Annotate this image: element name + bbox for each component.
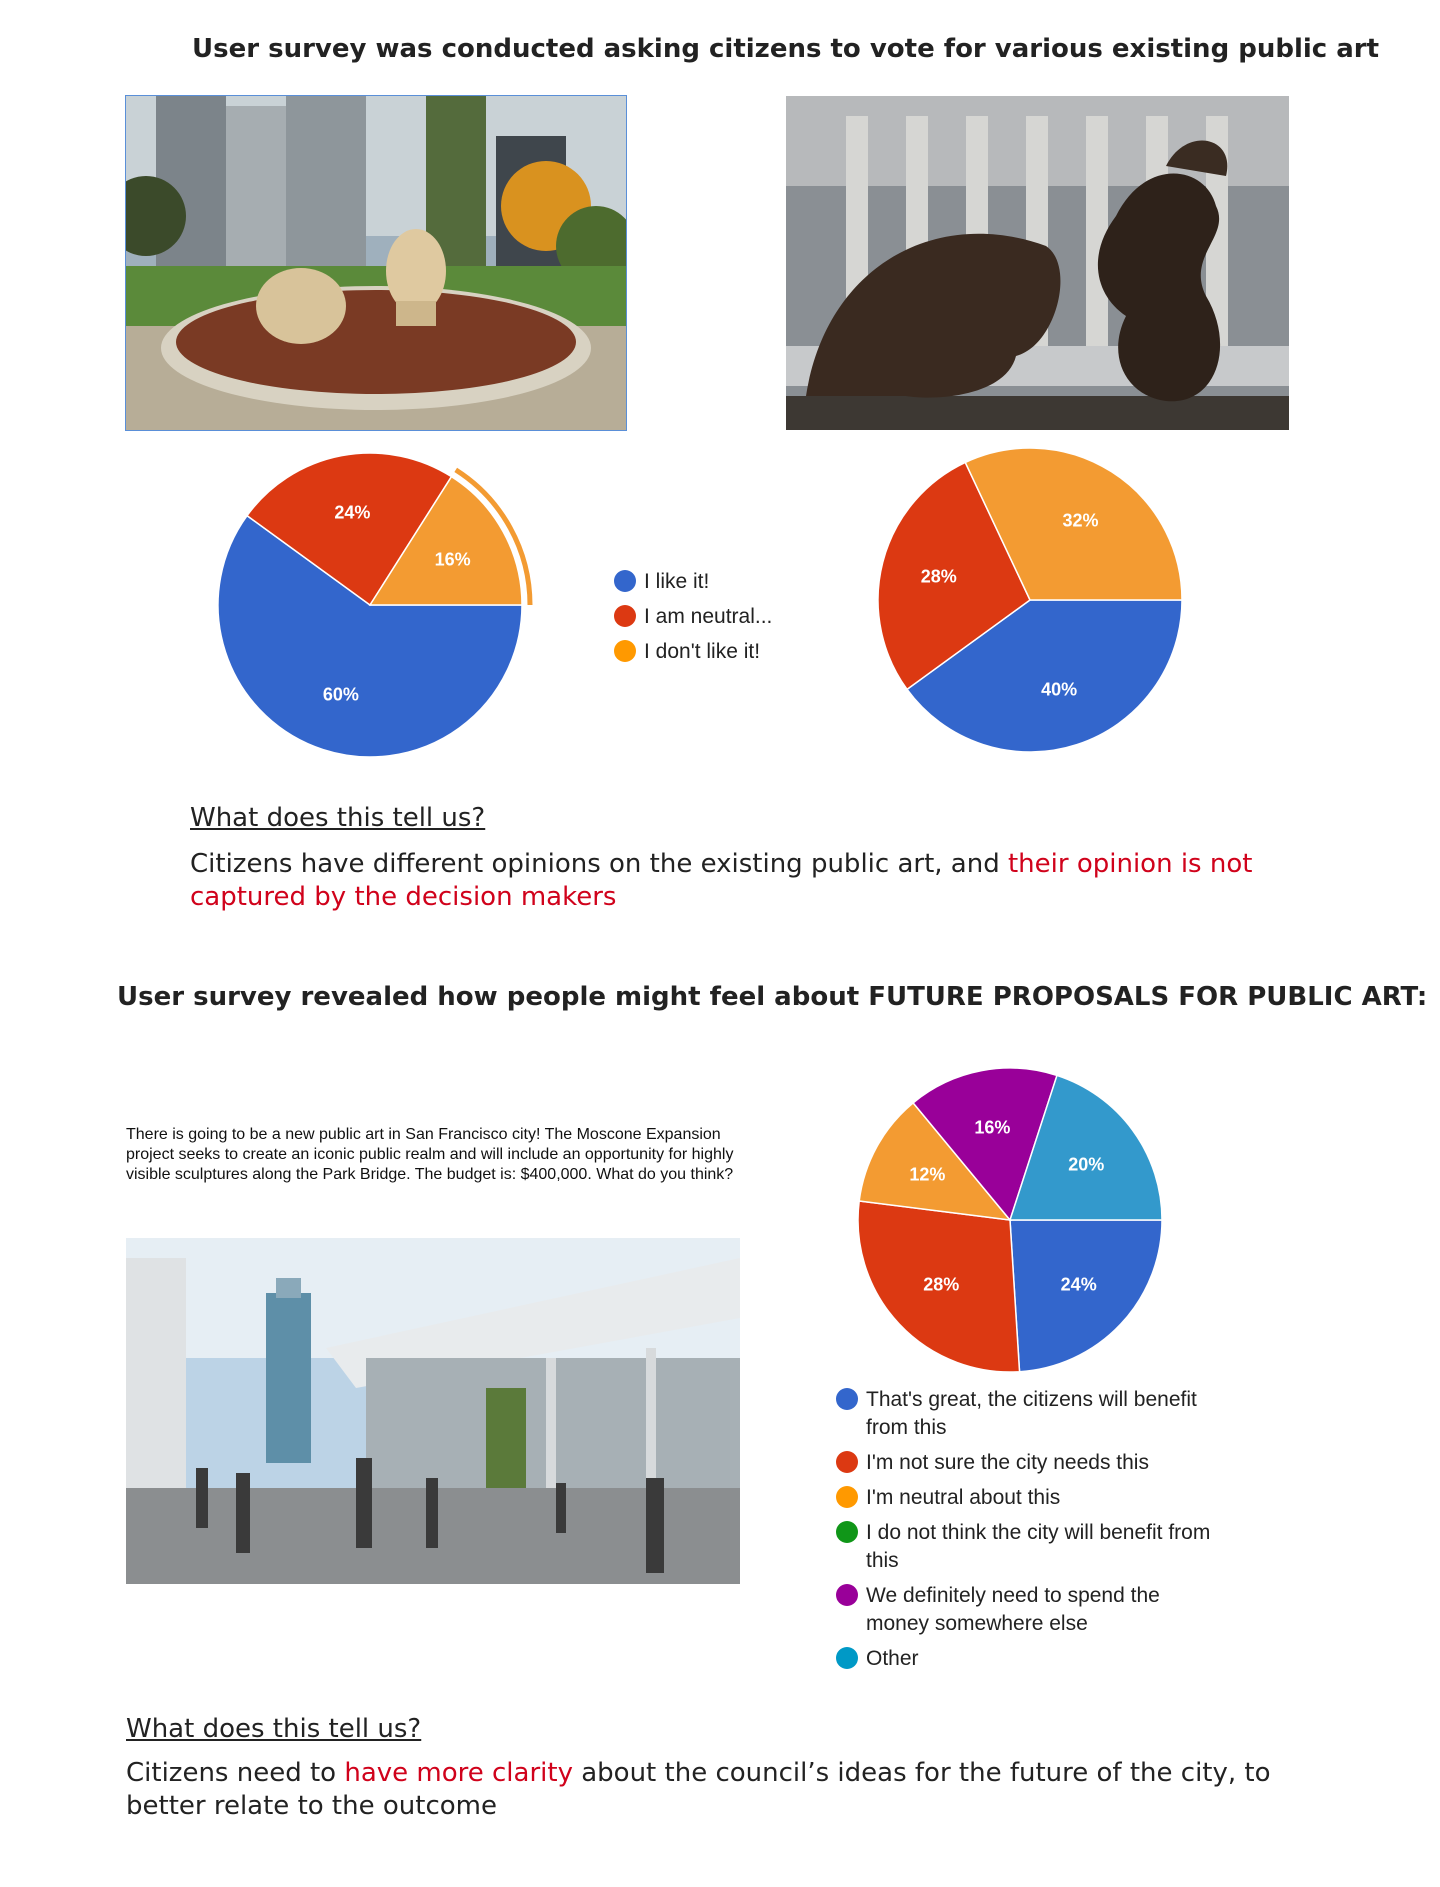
legend-label: We definitely need to spend the money somewhere else <box>866 1584 1160 1635</box>
legend-swatch <box>614 570 636 592</box>
sculpture-heads-photo <box>126 96 626 430</box>
legend-label: I am neutral... <box>644 605 773 628</box>
legend-label: I'm not sure the city needs this <box>866 1451 1149 1474</box>
pie-slice <box>1010 1220 1162 1372</box>
finding2-text-highlight: have more clarity <box>344 1758 573 1788</box>
legend-swatch <box>836 1486 858 1508</box>
legend-item <box>614 638 772 666</box>
legend-item <box>836 1386 1226 1442</box>
finding1-title: What does this tell us? <box>190 803 486 833</box>
finding2-title: What does this tell us? <box>126 1714 422 1744</box>
survey-question: There is going to be a new public art in San Francisco city! The Moscone Expansion project seeks to create an iconic public realm and will include an opportunity for highly visible sculptures along the Park Bridge. The budget is: $400,000. What do you think? <box>126 1126 734 1183</box>
pie-data-label: 28% <box>923 1274 960 1295</box>
legend-swatch <box>836 1521 858 1543</box>
legend-label: Other <box>866 1647 919 1670</box>
pie-data-label: 32% <box>1062 510 1099 531</box>
pie-chart-existing-art-2 <box>860 435 1200 765</box>
section2-heading: User survey revealed how people might feel about FUTURE PROPOSALS FOR PUBLIC ART: <box>117 982 1428 1012</box>
finding1-text <box>190 848 1280 914</box>
pie-data-label: 40% <box>1041 679 1078 700</box>
legend-item <box>836 1519 1226 1575</box>
pie-data-label: 20% <box>1068 1154 1105 1175</box>
pie-data-label: 28% <box>920 566 957 587</box>
pie-chart-future-proposals <box>840 1055 1180 1385</box>
pie-data-label: 24% <box>334 502 371 523</box>
finding2-text-plain-a: Citizens need to <box>126 1758 345 1788</box>
legend-label: I don't like it! <box>644 640 761 663</box>
legend-item <box>614 603 772 631</box>
pie-data-label: 16% <box>434 549 471 570</box>
sculpture-bronze-photo <box>786 96 1289 430</box>
finding2-text-plain-b: about the council’s ideas for the future of the city, to better relate to the outcome <box>126 1758 1271 1821</box>
legend-swatch <box>836 1647 858 1669</box>
legend-label: I like it! <box>644 570 710 593</box>
legend-label: I do not think the city will benefit from this <box>866 1521 1211 1572</box>
legend-label: I'm neutral about this <box>866 1486 1061 1509</box>
pie-chart-existing-art-1 <box>200 440 540 770</box>
legend-item <box>614 568 772 596</box>
legend-item <box>836 1582 1226 1638</box>
pie-data-label: 24% <box>1060 1274 1097 1295</box>
legend-swatch <box>836 1451 858 1473</box>
section1-heading: User survey was conducted asking citizens to vote for various existing public art <box>192 34 1380 64</box>
legend-swatch <box>836 1388 858 1410</box>
pie-data-label: 12% <box>909 1164 946 1185</box>
legend-swatch <box>836 1584 858 1606</box>
legend-item <box>836 1449 1226 1477</box>
legend-item <box>836 1645 1226 1673</box>
legend-existing-art <box>614 568 772 673</box>
pie-data-label: 60% <box>322 684 359 705</box>
legend-item <box>836 1484 1226 1512</box>
legend-swatch <box>614 605 636 627</box>
pie-data-label: 16% <box>974 1117 1011 1138</box>
legend-future-proposals <box>836 1386 1226 1680</box>
finding1-text-plain: Citizens have different opinions on the existing public art, and <box>190 849 1008 879</box>
finding1-text-highlight: their opinion is not captured by the decision makers <box>190 849 1253 912</box>
finding2-text <box>126 1757 1286 1823</box>
legend-label: That's great, the citizens will benefit from this <box>866 1388 1197 1439</box>
legend-swatch <box>614 640 636 662</box>
moscone-rendering-photo <box>126 1238 740 1584</box>
